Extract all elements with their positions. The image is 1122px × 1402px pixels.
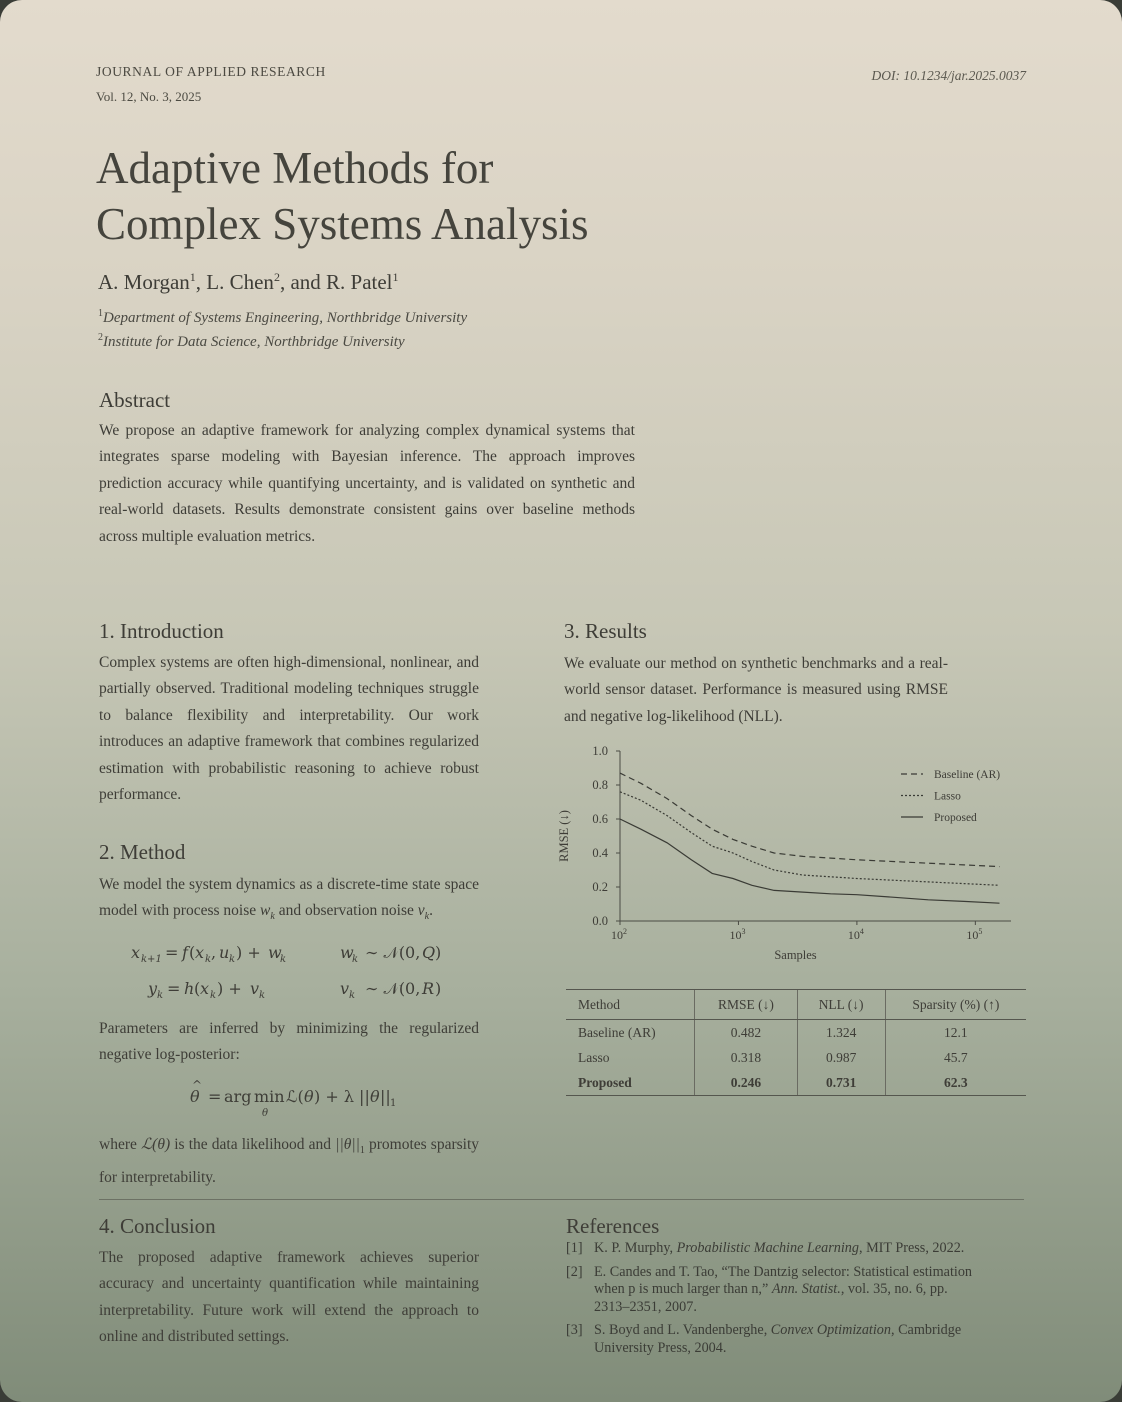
- svg-text:k+1: k+1: [141, 954, 162, 965]
- table-cell: 45.7: [885, 1045, 1026, 1070]
- affiliation: [98, 308, 467, 327]
- method-text: [99, 872, 479, 931]
- reference-list: [566, 1240, 976, 1363]
- svg-text:x: x: [200, 979, 210, 998]
- table-header-row: [566, 990, 1026, 1020]
- method-text-2: Parameters are inferred by minimizing the regularized negative log-posterior:: [99, 1020, 479, 1064]
- legend-label: Lasso: [934, 790, 961, 803]
- objective-equation: [180, 1078, 420, 1120]
- table-cell: Lasso: [578, 1049, 610, 1065]
- svg-text:(: (: [189, 943, 196, 962]
- table-cell: 0.731: [797, 1070, 885, 1096]
- svg-text:^: ^: [192, 1078, 203, 1092]
- author-affiliation-mark: 2: [273, 270, 280, 284]
- table-row: [566, 1070, 1026, 1096]
- y-tick-label: 0.8: [592, 778, 608, 792]
- reference-item: [566, 1240, 976, 1258]
- reference-text: [594, 1322, 976, 1357]
- method-text-3-c: promotes sparsity for interpretability.: [99, 1136, 480, 1186]
- table-header: Sparsity (%) (↑): [885, 990, 1026, 1020]
- svg-text:u: u: [219, 943, 230, 962]
- y-tick-label: 0.0: [592, 914, 608, 928]
- svg-text:||: ||: [380, 1087, 391, 1106]
- reference-title: Ann. Statist.: [771, 1281, 841, 1297]
- title-line-1: Adaptive Methods for: [96, 143, 494, 193]
- svg-text:) + λ ||: ) + λ ||: [314, 1087, 370, 1106]
- svg-text:=: =: [208, 1087, 222, 1106]
- section-divider: [99, 1199, 1024, 1200]
- svg-text:=: =: [165, 943, 179, 962]
- svg-text:k: k: [352, 954, 359, 965]
- svg-text:=: =: [167, 979, 181, 998]
- author-name: A. Morgan: [98, 270, 190, 294]
- svg-text:k: k: [205, 954, 212, 965]
- x-tick-label: $10^2$: [611, 927, 627, 942]
- method-text-3-a: where: [99, 1136, 141, 1153]
- observation-noise-subscript: k: [424, 911, 430, 923]
- author-name: R. Patel: [326, 270, 393, 294]
- author-list: [98, 270, 399, 295]
- svg-text:x: x: [195, 943, 205, 962]
- svg-text:k: k: [229, 954, 236, 965]
- table-cell: Proposed: [566, 1070, 695, 1096]
- equation-graphic: [120, 938, 480, 1006]
- method-text-mid: and observation noise: [274, 902, 418, 920]
- x-tick-label: $10^5$: [966, 927, 983, 942]
- table-cell: 0.987: [797, 1045, 885, 1070]
- doi[interactable]: DOI: 10.1234/jar.2025.0037: [871, 68, 1026, 83]
- method-text-3-b: is the data likelihood and: [170, 1136, 336, 1153]
- objective-equation-graphic: [180, 1078, 420, 1120]
- reference-authors: S. Boyd and L. Vandenberghe,: [594, 1322, 771, 1338]
- table-cell: 0.482: [695, 1020, 797, 1046]
- svg-text:y: y: [148, 979, 158, 998]
- norm-symbol: ||θ||: [335, 1136, 360, 1153]
- norm-subscript: 1: [359, 1145, 365, 1157]
- table-cell: 1.324: [797, 1020, 885, 1046]
- reference-text: [594, 1240, 976, 1258]
- process-noise-subscript: k: [270, 911, 275, 923]
- table-row: [566, 1020, 1026, 1046]
- reference-item: [566, 1264, 976, 1317]
- svg-text:1: 1: [390, 1098, 397, 1109]
- svg-text:∼ 𝒩(0,: ∼ 𝒩(0,: [365, 979, 421, 998]
- table-header: RMSE (↓): [695, 990, 797, 1020]
- reference-authors: E. Candes and T. Tao, “The Dantzig selector: Statistical estimation when p is much larger than n,”: [594, 1263, 973, 1297]
- x-axis-label: Samples: [774, 948, 817, 962]
- likelihood-symbol: ℒ(θ): [141, 1136, 171, 1153]
- abstract-heading: Abstract: [99, 388, 171, 412]
- author-separator: , and: [279, 270, 327, 294]
- table-cell: Baseline (AR): [578, 1024, 656, 1040]
- svg-text:k: k: [157, 990, 164, 1001]
- series-line-proposed: [620, 819, 1000, 903]
- svg-text:): ): [435, 943, 442, 962]
- svg-text:min: min: [254, 1087, 285, 1106]
- results-table: [566, 989, 1026, 1096]
- svg-text:k: k: [280, 954, 287, 965]
- reference-text: [594, 1264, 976, 1317]
- svg-text:v: v: [340, 979, 350, 998]
- paper-title: [96, 140, 589, 252]
- y-tick-label: 1.0: [592, 744, 608, 758]
- table-cell: 0.246: [695, 1070, 797, 1096]
- table-cell: 62.3: [885, 1070, 1026, 1096]
- svg-text:θ: θ: [262, 1108, 269, 1119]
- table-row: [566, 1045, 1026, 1070]
- introduction-text: Complex systems are often high-dimensional, nonlinear, and partially observed. Traditional modeling techniques struggle to balance flexibility and interpretability. Our work introduces an adaptive framework that combines regularized estimation with probabilistic reasoning to achieve robust performance.: [99, 654, 479, 804]
- references-heading: References: [566, 1214, 660, 1238]
- affiliation-mark: 1: [98, 308, 103, 319]
- reference-number: [1]: [566, 1240, 583, 1256]
- svg-text:w: w: [340, 943, 354, 962]
- svg-text:ℒ(: ℒ(: [286, 1087, 304, 1106]
- svg-text:θ: θ: [304, 1087, 314, 1106]
- y-tick-label: 0.4: [592, 846, 608, 860]
- svg-text:∼ 𝒩(0,: ∼ 𝒩(0,: [365, 943, 421, 962]
- svg-text:) +: ) +: [236, 943, 261, 962]
- legend-label: Baseline (AR): [934, 769, 1001, 781]
- reference-title: Probabilistic Machine Learning: [676, 1240, 859, 1256]
- reference-item: [566, 1322, 976, 1357]
- author-name: L. Chen: [206, 270, 274, 294]
- author-separator: ,: [195, 270, 207, 294]
- author-affiliation-mark: 1: [392, 270, 399, 284]
- reference-title: Convex Optimization: [770, 1322, 891, 1338]
- process-noise-symbol: w: [260, 902, 271, 920]
- rmse-chart: [548, 736, 1028, 972]
- x-tick-label: $10^4$: [847, 927, 864, 942]
- svg-text:k: k: [259, 990, 266, 1001]
- svg-text:(: (: [194, 979, 201, 998]
- method-text-end: .: [429, 902, 433, 920]
- conclusion-text: The proposed adaptive framework achieves superior accuracy and uncertainty quantification while maintaining interpretability. Future work will extend the approach to online and distributed settings.: [99, 1249, 479, 1346]
- svg-text:θ: θ: [370, 1087, 380, 1106]
- volume-info: Vol. 12, No. 3, 2025: [96, 89, 202, 104]
- results-heading: 3. Results: [564, 619, 647, 643]
- title-line-2: Complex Systems Analysis: [96, 199, 589, 249]
- svg-text:f: f: [182, 943, 188, 962]
- svg-text:k: k: [210, 990, 217, 1001]
- y-tick-label: 0.6: [592, 812, 608, 826]
- method-heading: 2. Method: [99, 840, 186, 864]
- affiliation-mark: 2: [98, 332, 103, 343]
- reference-number: [3]: [566, 1322, 583, 1338]
- abstract-text: We propose an adaptive framework for analyzing complex dynamical systems that integrates sparse modeling with Bayesian inference. The approach improves prediction accuracy while quantifying uncertainty, and is validated on synthetic and real-world datasets. Results demonstrate consistent gains over baseline methods across multiple evaluation metrics.: [99, 422, 635, 545]
- table-header: Method: [566, 990, 695, 1020]
- svg-text:R: R: [422, 979, 435, 998]
- introduction-heading: 1. Introduction: [99, 619, 224, 643]
- state-space-equations: [120, 938, 480, 1006]
- table-cell: 12.1: [885, 1020, 1026, 1046]
- x-tick-label: $10^3$: [729, 927, 746, 942]
- table-cell: 0.318: [695, 1045, 797, 1070]
- results-text: We evaluate our method on synthetic benchmarks and a real-world sensor dataset. Performance is measured using RMSE and negative log-likelihood (NLL).: [564, 655, 948, 725]
- svg-text:arg: arg: [224, 1087, 252, 1106]
- svg-text:) +: ) +: [217, 979, 242, 998]
- svg-text:Q: Q: [422, 943, 436, 962]
- svg-text:h: h: [184, 979, 195, 998]
- svg-text:w: w: [268, 943, 282, 962]
- y-tick-label: 0.2: [592, 880, 608, 894]
- y-axis-label: RMSE (↓): [557, 810, 571, 862]
- affiliation: [98, 332, 405, 351]
- svg-text:k: k: [349, 990, 356, 1001]
- method-text-pre: We model the system dynamics as a discrete-time state space model with process noise: [99, 876, 479, 920]
- affiliation-text: Department of Systems Engineering, Northbridge University: [103, 310, 468, 326]
- journal-name: JOURNAL OF APPLIED RESEARCH: [96, 64, 326, 79]
- legend-label: Proposed: [934, 812, 977, 824]
- observation-noise-symbol: v: [417, 902, 425, 920]
- author-affiliation-mark: 1: [189, 270, 196, 284]
- reference-publisher: , Cambridge University Press, 2004.: [594, 1322, 962, 1356]
- svg-text:θ: θ: [190, 1087, 200, 1106]
- svg-text:,: ,: [211, 943, 217, 962]
- svg-text:v: v: [250, 979, 260, 998]
- reference-publisher: , MIT Press, 2022.: [858, 1240, 965, 1256]
- reference-number: [2]: [566, 1263, 583, 1280]
- conclusion-heading: 4. Conclusion: [99, 1214, 216, 1238]
- affiliation-text: Institute for Data Science, Northbridge University: [103, 334, 405, 350]
- method-text-3: [99, 1132, 479, 1191]
- reference-authors: K. P. Murphy,: [594, 1240, 677, 1256]
- table-header: NLL (↓): [797, 990, 885, 1020]
- reference-publisher: , vol. 35, no. 6, pp. 2313–2351, 2007.: [594, 1281, 948, 1315]
- svg-text:x: x: [131, 943, 141, 962]
- svg-text:): ): [435, 979, 442, 998]
